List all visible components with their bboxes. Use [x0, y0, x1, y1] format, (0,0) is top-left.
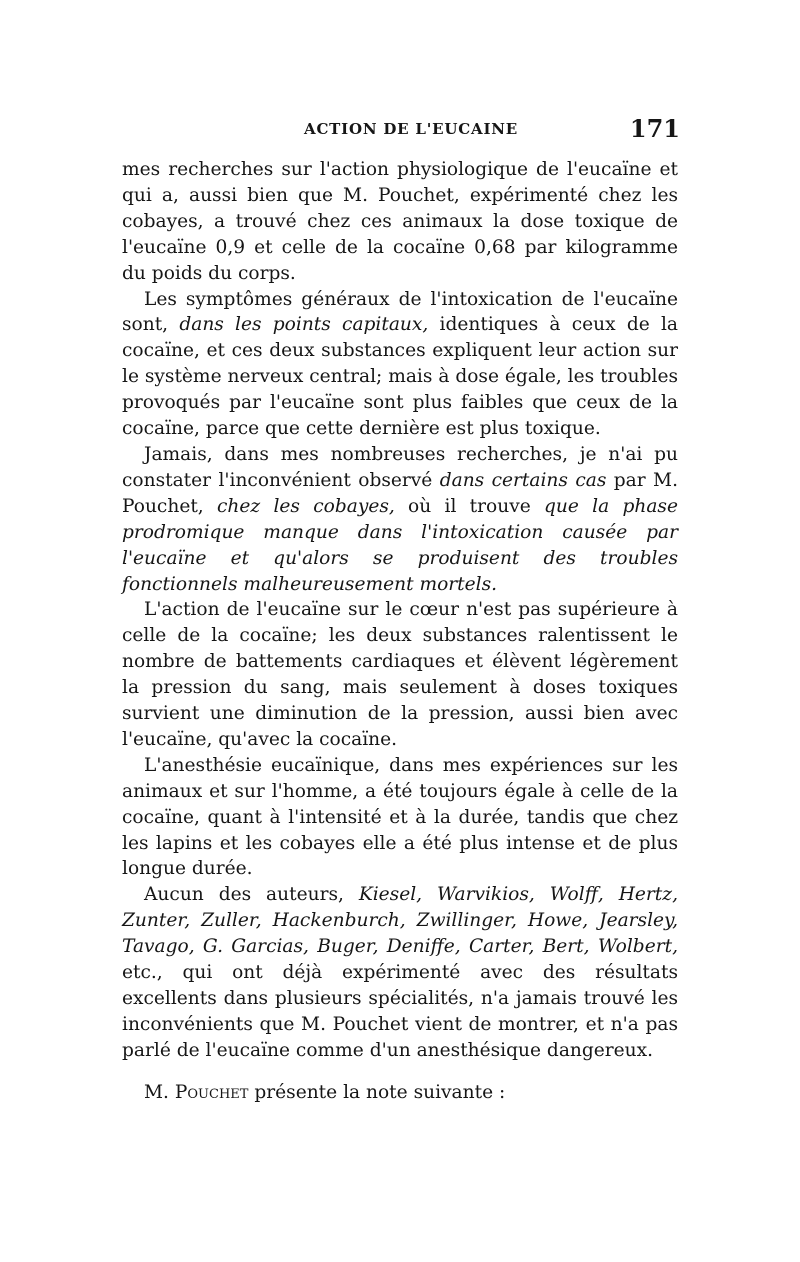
page-number: 171	[629, 114, 680, 143]
body-text	[122, 157, 678, 1106]
text-run: L'anesthésie eucaïnique, dans mes expériences sur les animaux et sur l'homme, a été toujours égale à celle de la cocaïne, quant à l'intensité et à la durée, tandis que chez les lapins et les cobayes elle a été plus intense et de plus longue durée.	[122, 754, 678, 880]
running-title: ACTION DE L'EUCAINE	[304, 120, 519, 138]
text-run: Aucun des auteurs,	[144, 884, 359, 906]
text-run: etc., qui ont déjà expérimenté avec des résultats excellents dans plusieurs spécialités, n'a jamais trouvé les inconvénients que M. Pouchet vient de montrer, et n'a pas parlé de l'eucaïne comme d'un anesthésique dangereux.	[122, 962, 678, 1061]
italic-run: que la phase prodromique manque dans l'intoxication causée par l'eucaïne et qu'alors se produisent des troubles fonctionnels malheureusement mortels.	[122, 495, 678, 595]
text-run: Les symptômes généraux de l'intoxication de l'eucaïne sont,	[122, 288, 678, 336]
text-run: identiques à ceux de la cocaïne, et ces deux substances expliquent leur action sur le système nerveux central; mais à dose égale, les troubles provoqués par l'eucaïne sont plus faibles que ceux de la cocaïne, parce que cette dernière est plus toxique.	[122, 314, 678, 440]
text-run: où il trouve	[394, 495, 544, 517]
italic-run: dans certains cas	[439, 469, 607, 491]
paragraph	[122, 442, 678, 597]
italic-run: dans les points capitaux,	[179, 314, 429, 336]
paragraph	[122, 287, 678, 442]
paragraph	[122, 157, 678, 287]
text-run: par M. Pouchet,	[122, 469, 679, 517]
text-run: mes recherches sur l'action physiologique de l'eucaïne et qui a, aussi bien que M. Pouchet, expérimenté chez les cobayes, a trouvé chez ces animaux la dose toxique de l'eucaïne 0,9 et celle de la cocaïne 0,68 par kilogramme du poids du corps.	[122, 159, 678, 284]
author-name: Pouchet	[174, 1081, 249, 1103]
paragraph	[122, 882, 678, 1063]
text-run: L'action de l'eucaïne sur le cœur n'est pas supérieure à celle de la cocaïne; les deux substances ralentissent le nombre de battements cardiaques et élèvent légèrement la pression du sang, mais seulement à doses toxiques survient une diminution de la pression, aussi bien avec l'eucaïne, qu'avec la cocaïne.	[122, 599, 678, 750]
paragraph	[122, 597, 678, 752]
text-run: M.	[144, 1081, 175, 1103]
paragraph	[122, 753, 678, 883]
text-run: Jamais, dans mes nombreuses recherches, je n'ai pu constater l'inconvénient observé	[122, 443, 678, 491]
closing-line	[122, 1080, 678, 1106]
italic-run: Kiesel, Warvikios, Wolff, Hertz, Zunter, Zuller, Hackenburch, Zwillinger, Howe, Jearsley, Tavago, G. Garcias, Buger, Deniffe, Carter, Bert, Wolbert,	[122, 884, 678, 958]
text-run: présente la note suivante :	[248, 1081, 506, 1103]
page-header	[122, 114, 682, 144]
italic-run: chez les cobayes,	[216, 495, 395, 517]
